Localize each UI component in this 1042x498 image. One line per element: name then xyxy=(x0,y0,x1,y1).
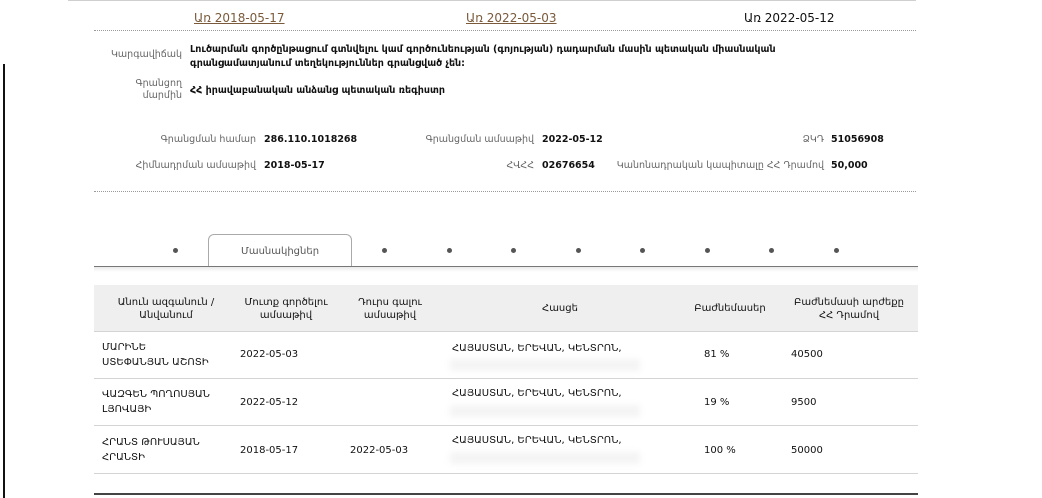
tab-bar-line xyxy=(94,266,918,267)
reg-number-label: Գրանցման համար xyxy=(160,134,256,145)
top-divider xyxy=(68,0,916,1)
history-link-2018[interactable]: Առ 2018-05-17 xyxy=(194,11,285,25)
status-value: Լուծարման գործընթացում գտնվելու կամ գործունեության (գոյության) դադարման մասին պետական միասնական գրանցամատյանում տեղեկություններ գրանցված չեն: xyxy=(190,44,776,69)
redacted-area xyxy=(450,359,640,371)
tax-label: ՀՎՀՀ xyxy=(506,160,534,171)
reg-date-value: 2022-05-12 xyxy=(542,134,603,145)
capital-label: Կանոնադրական կապիտալը ՀՀ Դրամով xyxy=(616,160,824,171)
history-link-2022-05-03[interactable]: Առ 2022-05-03 xyxy=(466,11,557,25)
reg-date-label: Գրանցման ամսաթիվ xyxy=(425,134,534,145)
col-header-exit: Դուրս գալու ամսաթիվ xyxy=(358,297,422,321)
redacted-area xyxy=(450,405,640,417)
tab-dot-4[interactable] xyxy=(447,248,452,253)
col-header-share: Բաժնեմասեր xyxy=(694,303,766,314)
founding-date-label: Հիմնադրման ամսաթիվ xyxy=(135,160,256,171)
tab-dot-1[interactable] xyxy=(173,248,178,253)
founding-date-value: 2018-05-17 xyxy=(264,160,325,171)
tab-dot-10[interactable] xyxy=(834,248,839,253)
divider xyxy=(94,30,916,31)
col-header-value: Բաժնեմասի արժեքը ՀՀ Դրամով xyxy=(794,297,904,321)
page-edge-line xyxy=(3,64,5,498)
tax-value: 02676654 xyxy=(542,160,595,171)
registry-label: Գրանցող մարմին xyxy=(135,78,182,101)
tab-dot-7[interactable] xyxy=(640,248,645,253)
id-label: ՁԿԴ xyxy=(802,134,824,145)
col-header-name: Անուն ազգանուն / Անվանում xyxy=(117,297,215,321)
tab-dot-3[interactable] xyxy=(382,248,387,253)
reg-number-value: 286.110.1018268 xyxy=(264,134,358,145)
registry-value: ՀՀ իրավաբանական անձանց պետական ռեգիստր xyxy=(190,85,445,96)
tab-participants[interactable]: Մասնակիցներ xyxy=(208,234,352,266)
tab-dot-6[interactable] xyxy=(576,248,581,253)
history-current: Առ 2022-05-12 xyxy=(744,11,835,25)
redacted-area xyxy=(450,452,640,464)
col-header-address: Հասցե xyxy=(542,303,578,314)
tab-dot-8[interactable] xyxy=(705,248,710,253)
table-row: ՄԱՐԻՆԵ ՍՏԵՓԱՆՅԱՆ ԱՇՈՏԻ 2022-05-03 ՀԱՅԱՍՏԱՆ, ԵՐԵՎԱՆ, ԿԵՆՏՐՈՆ, 81 % 40500 xyxy=(94,332,918,378)
id-value: 51056908 xyxy=(831,134,884,145)
table-row: ՀՐԱՆՏ ԹՈՒՍԱՅԱՆ ՀՐԱՆՏԻ 2018-05-17 2022-05-03 ՀԱՅԱՍՏԱՆ, ԵՐԵՎԱՆ, ԿԵՆՏՐՈՆ, 100 % 50000 xyxy=(102,435,823,463)
table-bottom-border xyxy=(94,493,918,495)
status-label: Կարգավիճակ xyxy=(110,49,182,60)
tab-dot-5[interactable] xyxy=(511,248,516,253)
tab-dot-9[interactable] xyxy=(769,248,774,253)
table-row: ՎԱԶԳԵՆ ՊՈՂՈՍՅԱՆ ԼՅՈՎԱՅԻ 2022-05-12 ՀԱՅԱՍՏԱՆ, ԵՐԵՎԱՆ, ԿԵՆՏՐՈՆ, 19 % 9500 xyxy=(102,388,817,415)
divider xyxy=(94,191,916,192)
row-divider xyxy=(94,473,918,474)
col-header-entry: Մուտք գործելու ամսաթիվ xyxy=(244,297,328,321)
capital-value: 50,000 xyxy=(831,160,868,171)
